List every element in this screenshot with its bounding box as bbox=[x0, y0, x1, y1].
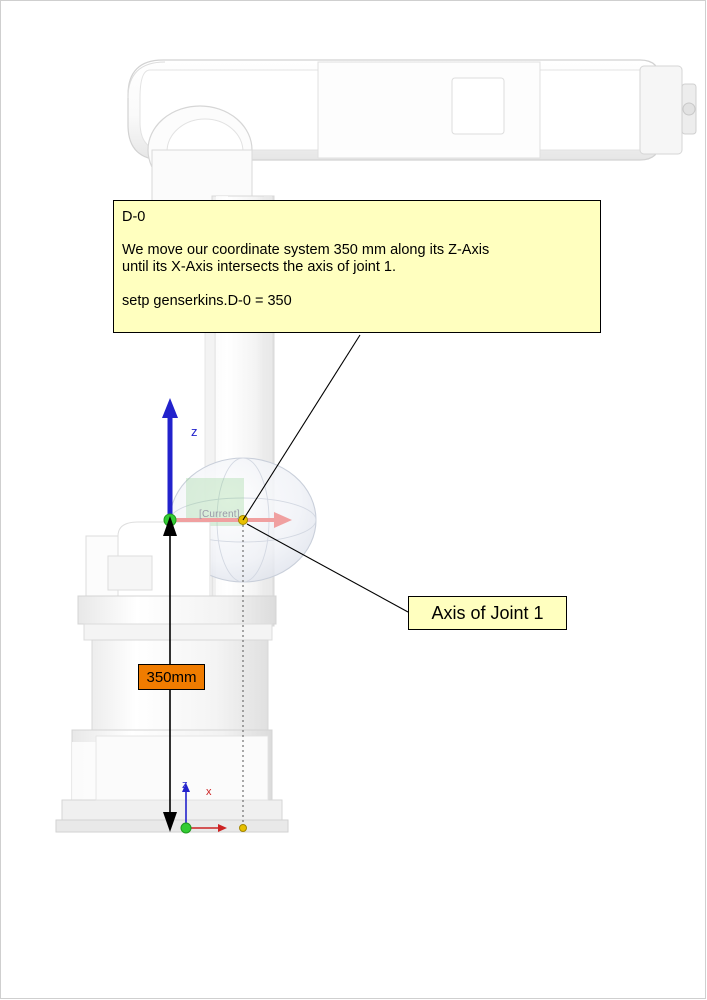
z-axis-label-lower: z bbox=[182, 779, 188, 791]
note-d0-title: D-0 bbox=[122, 209, 146, 225]
note-d0 bbox=[113, 200, 601, 333]
axis-of-joint1-label: Axis of Joint 1 bbox=[431, 603, 544, 623]
z-axis-label-upper: z bbox=[191, 424, 198, 439]
note-d0-description-line2: until its X-Axis intersects the axis of joint 1. bbox=[122, 259, 396, 275]
axis-of-joint1-callout bbox=[408, 596, 567, 630]
dimension-label-350mm bbox=[138, 664, 205, 690]
note-d0-description-line1: We move our coordinate system 350 mm along its Z-Axis bbox=[122, 242, 490, 258]
note-d0-description bbox=[122, 242, 592, 276]
current-frame-label: [Current] bbox=[199, 509, 240, 520]
dimension-label-text: 350mm bbox=[146, 668, 197, 686]
note-d0-code: setp genserkins.D-0 = 350 bbox=[122, 293, 292, 309]
x-axis-label-lower: x bbox=[206, 786, 212, 798]
